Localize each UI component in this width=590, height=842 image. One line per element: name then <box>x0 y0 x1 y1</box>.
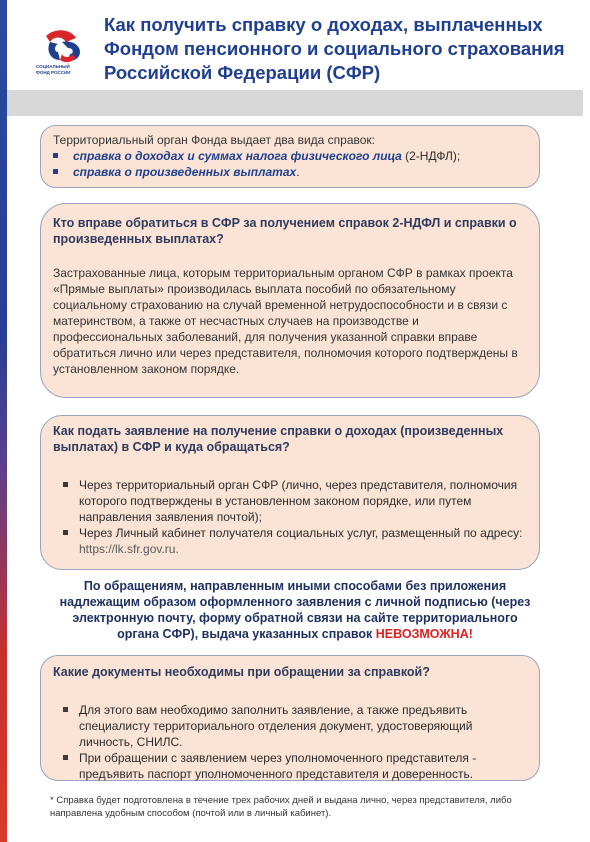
bullet-icon <box>63 707 68 712</box>
certificate-type-suffix: (2-НДФЛ); <box>401 149 461 163</box>
list-item <box>53 148 527 164</box>
method-text: Через Личный кабинет получателя социальных услуг, размещенный по адресу: <box>79 526 523 540</box>
document-requirement-text: При обращении с заявлением через уполномоченного представителя - предъявить паспорт уполномоченного представителя и доверенность. <box>79 751 477 781</box>
list-item <box>53 750 527 782</box>
bullet-icon <box>63 530 68 535</box>
warning-notice <box>50 578 540 642</box>
logo-caption-line2: ФОНД РОССИИ <box>36 69 71 75</box>
eligibility-text: Застрахованные лица, которым территориальным органом СФР в рамках проекта «Прямые выплаты» производилась выплата пособий по обязательному социальному страхованию на случай временной нетрудоспособности и в связи с материнством, а также от несчастных случаев на производстве и профессиональных заболеваний, для получения указанной справки вправе обратиться лично или через представителя, полномочия которого подтверждены в установленном законом порядке. <box>53 266 518 376</box>
page-title: Как получить справку о доходах, выплаченных Фондом пенсионного и социального страхования Российской Федерации (СФР) <box>104 14 565 83</box>
certificate-types-list <box>53 148 527 180</box>
eligibility-heading: Кто вправе обратиться в СФР за получением справок 2-НДФЛ и справки о произведенных выплатах? <box>53 216 517 246</box>
application-methods-heading: Как подать заявление на получение справки о доходах (произведенных выплатах) в СФР и куда обращаться? <box>53 424 504 454</box>
bullet-icon <box>53 169 58 174</box>
documents-box <box>40 655 540 781</box>
list-item <box>53 525 527 557</box>
certificate-types-intro: Территориальный орган Фонда выдает два вида справок: <box>53 133 376 147</box>
certificate-type-name: справка о произведенных выплатах <box>73 165 297 179</box>
certificate-types-box <box>40 125 540 188</box>
documents-list <box>53 702 527 782</box>
certificate-type-suffix: . <box>296 165 300 179</box>
document-requirement-text: Для этого вам необходимо заполнить заявление, а также предъявить специалисту территориального отделения документ, удостоверяющий личность, СНИЛС. <box>79 703 473 749</box>
method-text: Через территориальный орган СФР (лично, через представителя, полномочия которого подтверждены в установленном законом порядке, или путем направления заявления почтой); <box>79 478 518 524</box>
documents-heading: Какие документы необходимы при обращении за справкой? <box>53 665 430 679</box>
application-methods-box <box>40 415 540 570</box>
footnote: * Справка будет подготовлена в течение трех рабочих дней и выдана лично, через представителя, либо направлена удобным способом (почтой или в личный кабинет). <box>50 795 512 819</box>
bullet-icon <box>63 482 68 487</box>
list-item <box>53 477 527 525</box>
list-item <box>53 702 527 750</box>
certificate-type-name: справка о доходах и суммах налога физического лица <box>73 149 402 163</box>
header-divider-bar <box>7 90 583 116</box>
eligibility-box <box>40 203 540 398</box>
logo-caption <box>36 64 96 75</box>
personal-account-link[interactable]: https://lk.sfr.gov.ru. <box>79 542 179 556</box>
list-item <box>53 164 527 180</box>
logo-caption-line1: СОЦИАЛЬНЫЙ <box>36 64 70 69</box>
warning-impossible-label: НЕВОЗМОЖНА! <box>375 627 473 641</box>
warning-text: По обращениям, направленным иными способами без приложения надлежащим образом оформленного заявления с личной подписью (через электронную почту, форму обратной связи на сайте территориального органа СФР), выдача указанных справок <box>59 579 531 641</box>
bullet-icon <box>53 153 58 158</box>
bullet-icon <box>63 755 68 760</box>
side-color-stripe <box>0 0 7 842</box>
application-methods-list <box>53 477 527 557</box>
